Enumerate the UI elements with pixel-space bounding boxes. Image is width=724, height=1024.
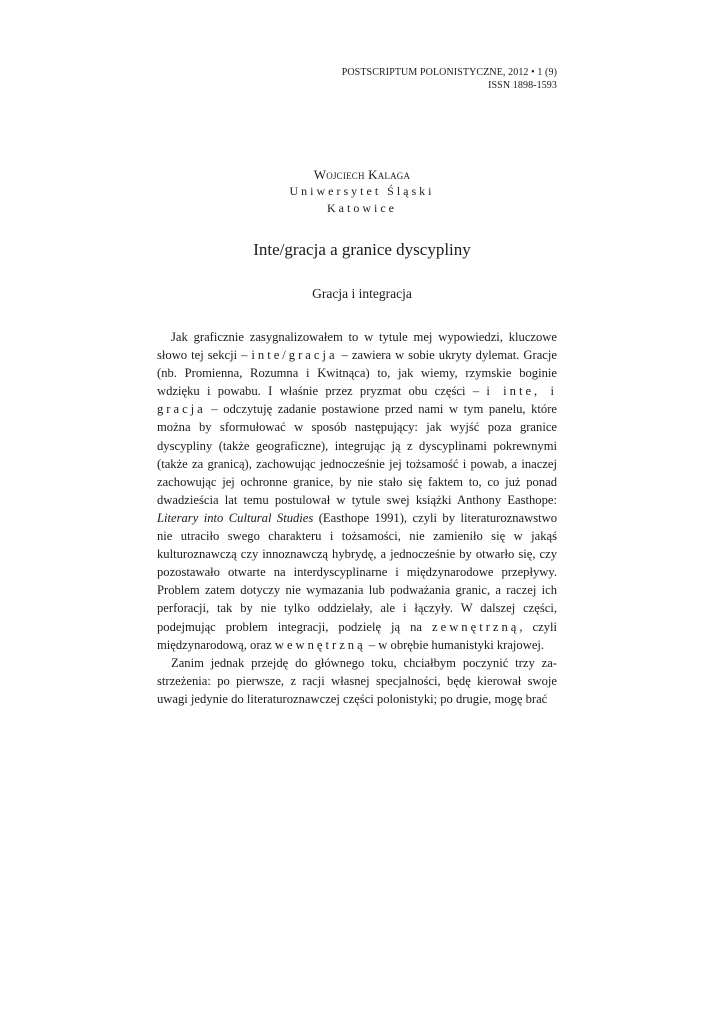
paragraph-1: [157, 328, 557, 654]
author-name: Wojciech Kalaga: [313, 167, 411, 182]
text-run: Jak graficznie zasygnalizowałem to w tytule mej wypowiedzi, kluczowe słowo tej sekcji –: [157, 330, 557, 363]
article-title: Inte/gracja a granice dyscypliny: [253, 240, 471, 259]
paragraph-2: Zanim jednak przejdę do głównego toku, chciałbym poczynić trzy zastrzeżenia: po pierwsze, z racji własnej specjalności, będę kierował swoje uwagi jedynie do literaturoznawczej części polonistyki; po drugie, mogę brać: [157, 655, 557, 706]
text-run: – w obrębie humanistyki krajowej.: [365, 637, 545, 652]
spaced-term: wewnętrzną: [274, 637, 366, 652]
book-title: Literary into Cultural Studies: [157, 510, 314, 525]
text-run: (Easthope 1991), czyli by literaturoznawstwo nie utraciło swego charakteru i tożsamości, nie zamieniło się w jakąś kulturoznawczą czy innoznawczą hybrydę, a jednocześnie by otwarło się, czy pozostawało otwarte na interdyscyplinarne i międzynarodowe przepływy. Problem zatem dotyczy nie wymazania lub podważania granic, a raczej ich perforacji, tak by nie tylko oddzielały, ale i łączyły. W dalszej części, podejmując problem integracji, podzielę ją na: [157, 510, 557, 634]
author-affiliation: Uniwersytet Śląski: [289, 184, 435, 198]
author-city: Katowice: [327, 201, 397, 215]
author-block: [0, 166, 724, 217]
spaced-term: zewnętrzną: [432, 619, 520, 634]
spaced-term: i inte, i gracja: [157, 384, 557, 417]
issn: ISSN 1898-1593: [488, 80, 557, 91]
journal-header: [342, 66, 557, 92]
text-run: , czyli międzynarodową, oraz: [157, 619, 557, 652]
spaced-term: inte/gracja: [251, 348, 338, 363]
article-body: [157, 328, 557, 708]
journal-name: POSTSCRIPTUM POLONISTYCZNE, 2012 • 1 (9): [341, 67, 557, 78]
text-run: – odczytuję zadanie postawione przed nami w tym panelu, które można by sformułować w sposób następujący: jak wyjść poza granice dyscypliny (także geograficzne), integrując ją z dyscyplinami pokrewnymi (także za granicą), zachowując jednocześnie jej tożsamość i powab, a inaczej zachowując jej ochronne granice, by nie stało się faktem to, co już ponad dwadzieścia lat temu postulował w tytule swej książki Anthony Easthope:: [157, 402, 557, 507]
text-run: – zawiera w sobie ukryty dylemat. Gracje (nb. Promienna, Rozumna i Kwitnąca) to, jak wiemy, rzymskie boginie wdzięku i powabu. I właśnie przez pryzmat obu części –: [157, 348, 557, 399]
section-title: Gracja i integracja: [312, 286, 412, 301]
